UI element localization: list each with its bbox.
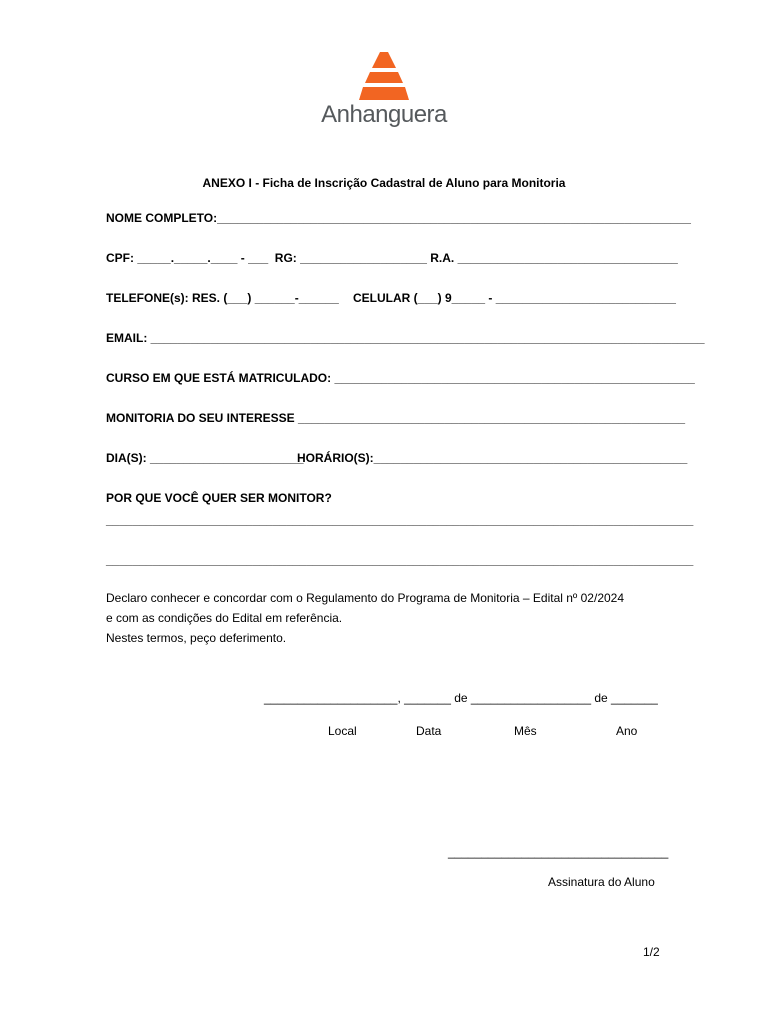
field-email: EMAIL: ___________________________________________________________________________________	[106, 331, 705, 345]
answer-line: ________________________________________________________________________________________	[106, 553, 694, 567]
answer-line: ________________________________________________________________________________________	[106, 513, 694, 527]
label-data: Data	[416, 724, 442, 738]
field-horario: HORÁRIO(S):_______________________________________________	[297, 451, 688, 465]
logo-wordmark: Anhanguera	[321, 101, 447, 128]
label-mes: Mês	[514, 724, 537, 738]
declaration-line: Nestes termos, peço deferimento.	[106, 631, 287, 645]
page-number: 1/2	[643, 945, 660, 959]
field-monitoria: MONITORIA DO SEU INTERESSE __________________________________________________________	[106, 411, 686, 425]
label-ano: Ano	[616, 724, 638, 738]
declaration-line: Declaro conhecer e concordar com o Regulamento do Programa de Monitoria – Edital nº 02/2024	[106, 591, 625, 605]
field-dias: DIA(S): _______________________	[106, 451, 304, 465]
signature-line: _________________________________	[448, 845, 669, 859]
field-celular: CELULAR (___) 9_____ - ___________________________	[353, 291, 676, 305]
anhanguera-logo	[0, 52, 768, 100]
field-telefone: TELEFONE(s): RES. (___) ______-______	[106, 291, 339, 305]
question-por-que-monitor: POR QUE VOCÊ QUER SER MONITOR?	[106, 491, 332, 505]
date-location-line: ____________________, _______ de __________________ de _______	[264, 691, 658, 705]
document-title: ANEXO I - Ficha de Inscrição Cadastral de Aluno para Monitoria	[202, 176, 566, 190]
signature-label: Assinatura do Aluno	[548, 875, 655, 889]
field-cpf-rg-ra: CPF: _____._____.____ - ___ RG: ___________________ R.A. _________________________________	[106, 251, 678, 265]
triangle-logo-icon	[359, 52, 409, 100]
field-nome-completo: NOME COMPLETO:_______________________________________________________________________	[106, 211, 691, 225]
declaration-line: e com as condições do Edital em referência.	[106, 611, 343, 625]
field-curso: CURSO EM QUE ESTÁ MATRICULADO: ______________________________________________________	[106, 371, 695, 385]
label-local: Local	[328, 724, 357, 738]
